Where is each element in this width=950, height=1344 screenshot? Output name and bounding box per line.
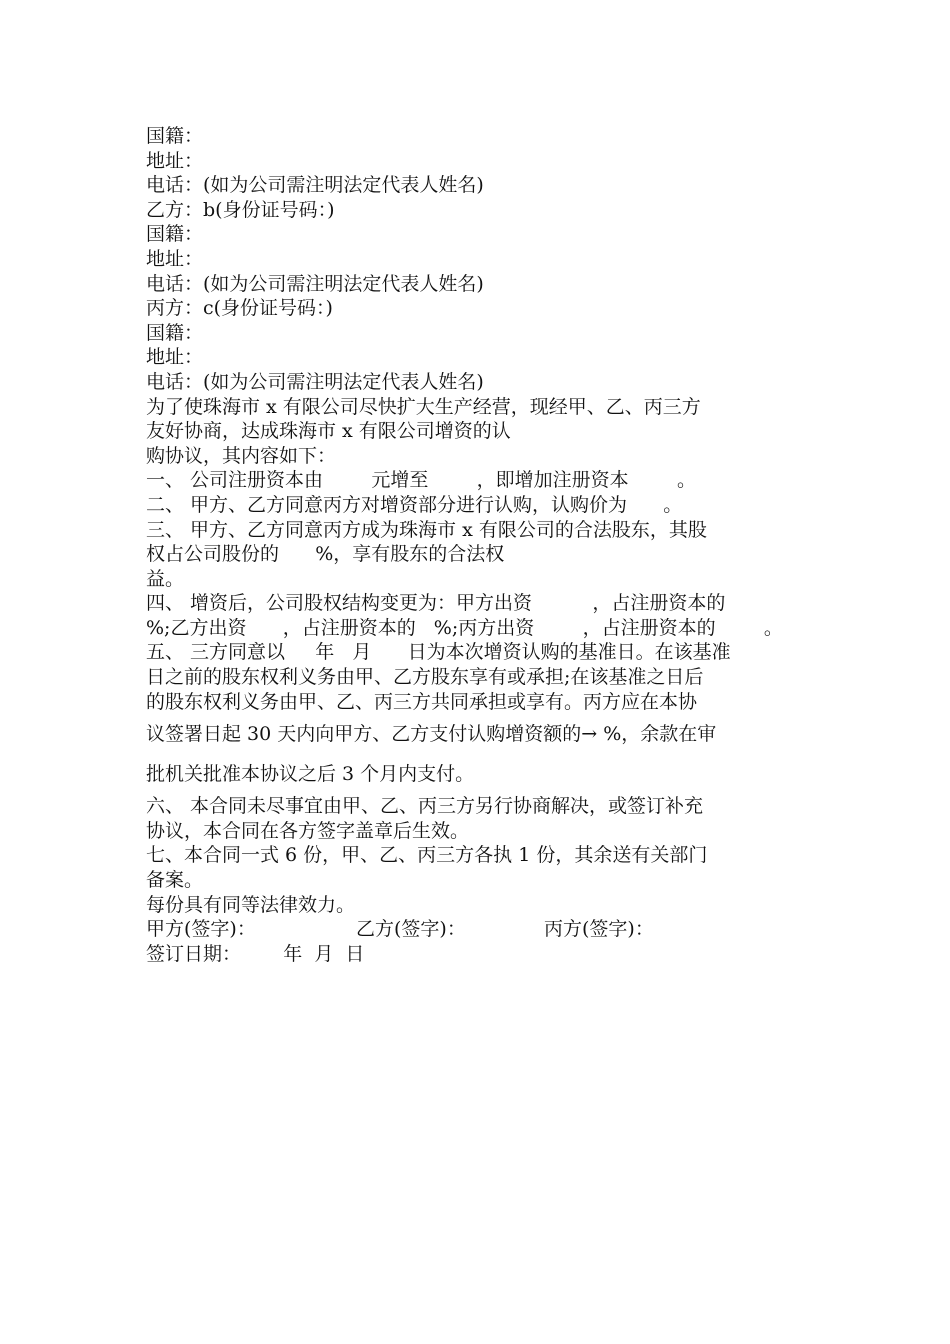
party-a-address: 地址： bbox=[146, 149, 204, 172]
party-b-title: 乙方：b(身份证号码：) bbox=[146, 198, 335, 221]
signature-row bbox=[146, 917, 808, 942]
clause-4-line-1: 四、 增资后，公司股权结构变更为：甲方出资 ，占注册资本的 bbox=[146, 592, 726, 615]
clause-3-line-2: 权占公司股份的 %，享有股东的合法权 bbox=[146, 543, 505, 566]
signature-party-c: 丙方(签字)： bbox=[544, 918, 654, 941]
party-c-title: 丙方：c(身份证号码：) bbox=[146, 297, 333, 320]
clause-7-line-3: 每份具有同等法律效力。 bbox=[146, 893, 356, 916]
clause-6-line-1: 六、 本合同未尽事宜由甲、乙、丙三方另行协商解决，或签订补充 bbox=[146, 795, 704, 818]
clause-7-line-1: 七、本合同一式 6 份，甲、乙、丙三方各执 1 份，其余送有关部门 bbox=[146, 844, 708, 867]
intro-line-3: 购协议，其内容如下： bbox=[146, 444, 337, 467]
intro-line-2: 友好协商，达成珠海市 x 有限公司增资的认 bbox=[146, 420, 511, 443]
party-b-nationality: 国籍： bbox=[146, 223, 204, 246]
clause-5-line-1: 五、 三方同意以 年 月 日为本次增资认购的基准日。在该基准 bbox=[146, 641, 731, 664]
sign-date: 签订日期： 年 月 日 bbox=[146, 942, 365, 965]
party-b-address: 地址： bbox=[146, 247, 204, 270]
clause-3-line-3: 益。 bbox=[146, 567, 185, 590]
clause-4-line-2: %;乙方出资 ，占注册资本的 %;丙方出资 ，占注册资本的 。 bbox=[146, 616, 783, 639]
clause-5-line-3: 的股东权利义务由甲、乙、丙三方共同承担或享有。丙方应在本协 bbox=[146, 690, 698, 713]
clause-5-line-4: 议签署日起 30 天内向甲方、乙方支付认购增资额的→ %，余款在审 bbox=[146, 723, 717, 746]
clause-7-line-2: 备案。 bbox=[146, 869, 204, 892]
clause-5-line-5: 批机关批准本协议之后 3 个月内支付。 bbox=[146, 763, 475, 786]
clause-1: 一、 公司注册资本由 元增至 ，即增加注册资本 。 bbox=[146, 469, 696, 492]
party-a-nationality: 国籍： bbox=[146, 125, 204, 147]
party-c-address: 地址： bbox=[146, 346, 204, 369]
signature-party-b: 乙方(签字)： bbox=[356, 918, 466, 941]
signature-party-a: 甲方(签字)： bbox=[146, 918, 256, 941]
clause-3-line-1: 三、 甲方、乙方同意丙方成为珠海市 x 有限公司的合法股东，其股 bbox=[146, 518, 707, 541]
clause-6-line-2: 协议，本合同在各方签字盖章后生效。 bbox=[146, 819, 470, 842]
intro-line-1: 为了使珠海市 x 有限公司尽快扩大生产经营，现经甲、乙、丙三方 bbox=[146, 395, 701, 418]
clause-2: 二、 甲方、乙方同意丙方对增资部分进行认购，认购价为 。 bbox=[146, 493, 683, 516]
party-b-phone: 电话：(如为公司需注明法定代表人姓名) bbox=[146, 272, 484, 295]
party-c-phone: 电话：(如为公司需注明法定代表人姓名) bbox=[146, 370, 484, 393]
contract-body bbox=[146, 124, 808, 966]
clause-5-line-2: 日之前的股东权利义务由甲、乙方股东享有或承担;在该基准之日后 bbox=[146, 666, 704, 689]
party-a-phone: 电话：(如为公司需注明法定代表人姓名) bbox=[146, 174, 484, 197]
party-c-nationality: 国籍： bbox=[146, 321, 204, 344]
